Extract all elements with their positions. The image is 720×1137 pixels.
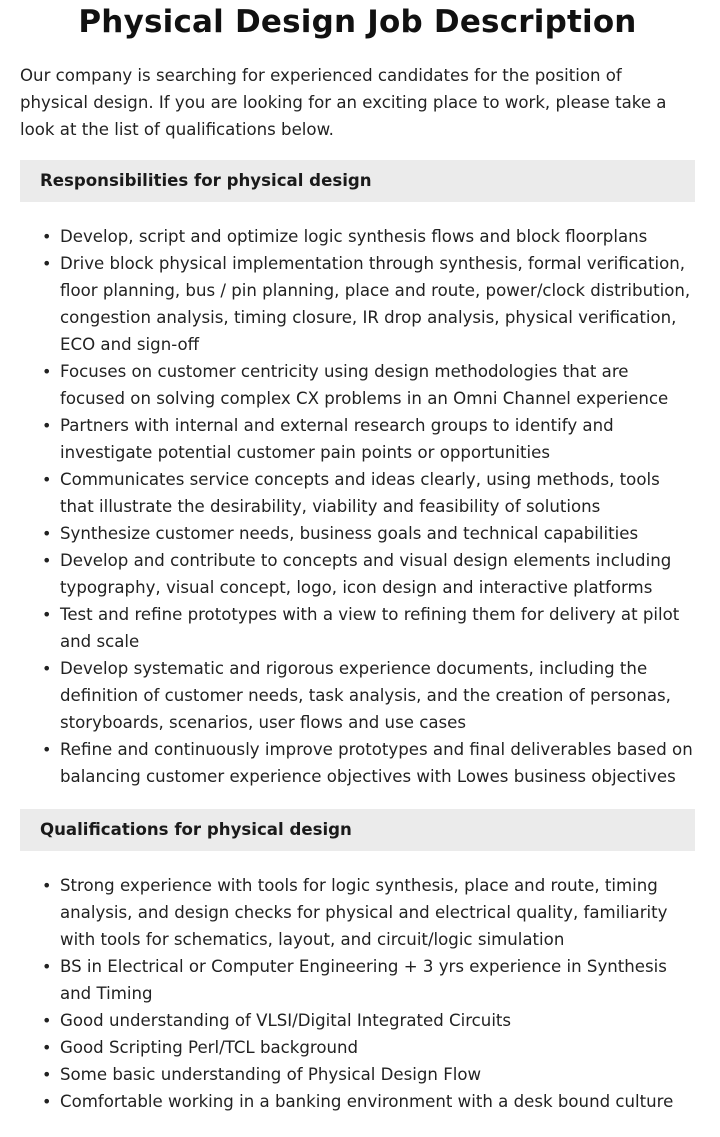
list-item [42,872,695,953]
list-item-text: Develop and contribute to concepts and visual design elements including typography, visual concept, logo, icon design and interactive platforms [60,551,672,597]
bullet-icon: • [42,1092,52,1111]
list-item [42,601,695,655]
list-item-text: BS in Electrical or Computer Engineering + 3 yrs experience in Synthesis and Timing [60,957,667,1003]
bullet-icon: • [42,470,52,489]
bullet-icon: • [42,659,52,678]
bullet-icon: • [42,1065,52,1084]
bullet-icon: • [42,416,52,435]
list-item [42,547,695,601]
list-item [42,1061,695,1088]
list-item-text: Good Scripting Perl/TCL background [60,1038,359,1057]
responsibilities-list [20,223,695,790]
list-item [42,412,695,466]
list-item-text: Test and refine prototypes with a view to refining them for delivery at pilot and scale [60,605,680,651]
list-item-text: Some basic understanding of Physical Design Flow [60,1065,482,1084]
list-item [42,736,695,790]
list-item [42,1007,695,1034]
list-item-text: Develop, script and optimize logic synthesis flows and block floorplans [60,227,648,246]
bullet-icon: • [42,1011,52,1030]
list-item-text: Strong experience with tools for logic synthesis, place and route, timing analysis, and design checks for physical and electrical quality, familiarity with tools for schematics, layout, and circuit/logic simulation [60,876,668,949]
list-item-text: Drive block physical implementation through synthesis, formal verification, floor planning, bus / pin planning, place and route, power/clock distribution, congestion analysis, timing closure, IR drop analysis, physical verification, ECO and sign-off [60,254,691,354]
bullet-icon: • [42,605,52,624]
page-title: Physical Design Job Description [78,4,637,40]
list-item [42,250,695,358]
bullet-icon: • [42,876,52,895]
list-item [42,655,695,736]
bullet-icon: • [42,551,52,570]
bullet-icon: • [42,740,52,759]
list-item [42,1088,695,1115]
list-item [42,953,695,1007]
responsibilities-header: Responsibilities for physical design [20,160,695,202]
list-item-text: Synthesize customer needs, business goals and technical capabilities [60,524,639,543]
qualifications-list [20,872,695,1115]
list-item [42,358,695,412]
bullet-icon: • [42,254,52,273]
list-item-text: Good understanding of VLSI/Digital Integrated Circuits [60,1011,512,1030]
list-item [42,520,695,547]
bullet-icon: • [42,362,52,381]
list-item-text: Develop systematic and rigorous experience documents, including the definition of customer needs, task analysis, and the creation of personas, storyboards, scenarios, user flows and use cases [60,659,671,732]
list-item-text: Comfortable working in a banking environment with a desk bound culture [60,1092,674,1111]
list-item-text: Partners with internal and external research groups to identify and investigate potential customer pain points or opportunities [60,416,614,462]
list-item [42,466,695,520]
intro-paragraph: Our company is searching for experienced candidates for the position of physical design. If you are looking for an exciting place to work, please take a look at the list of qualifications below. [20,66,667,139]
bullet-icon: • [42,1038,52,1057]
list-item-text: Focuses on customer centricity using design methodologies that are focused on solving complex CX problems in an Omni Channel experience [60,362,669,408]
list-item [42,1034,695,1061]
list-item-text: Communicates service concepts and ideas clearly, using methods, tools that illustrate the desirability, viability and feasibility of solutions [60,470,660,516]
bullet-icon: • [42,524,52,543]
qualifications-header: Qualifications for physical design [20,809,695,851]
bullet-icon: • [42,227,52,246]
bullet-icon: • [42,957,52,976]
list-item-text: Refine and continuously improve prototypes and final deliverables based on balancing customer experience objectives with Lowes business objectives [60,740,693,786]
list-item [42,223,695,250]
